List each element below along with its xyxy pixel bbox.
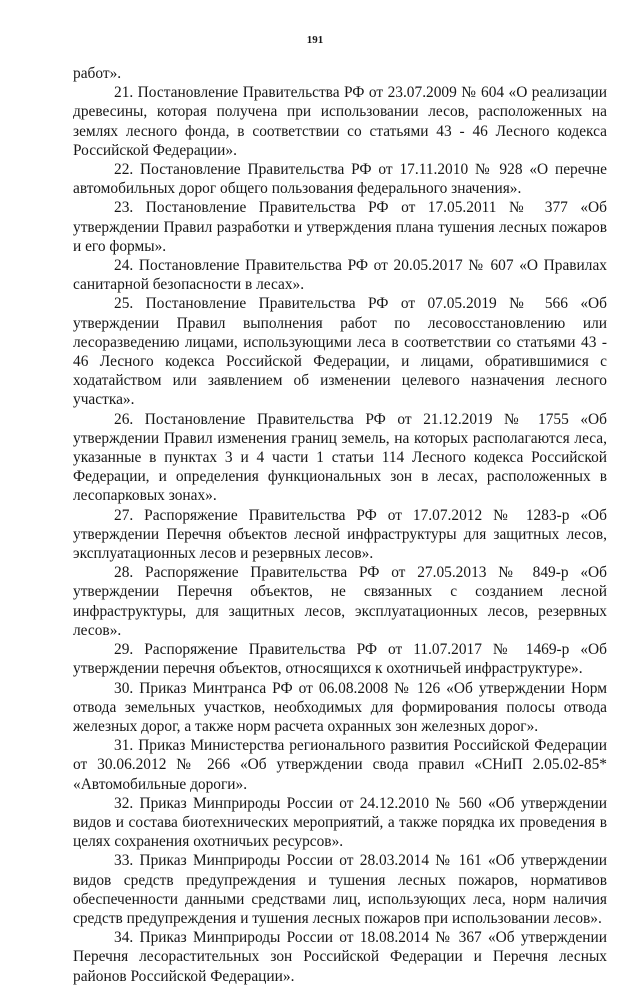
list-item-21: 21. Постановление Правительства РФ от 23.07.2009 № 604 «О реализации древесины, которая получена при использовании лесов, расположенных на землях лесного фонда, в соответствии со статьями 43 - 46 Лесного кодекса Российской Федерации». bbox=[73, 84, 607, 159]
list-item-28: 28. Распоряжение Правительства РФ от 27.05.2013 № 849-р «Об утверждении Перечня объектов, не связанных с созданием лесной инфраструктуры, для защитных лесов, эксплуатационных лесов, резервных лесов». bbox=[73, 564, 607, 639]
list-item-33: 33. Приказ Минприроды России от 28.03.2014 № 161 «Об утверждении видов средств предупреждения и тушения лесных пожаров, нормативов обеспеченности данными средствами лиц, использующих леса, норм наличия средств предупреждения и тушения лесных пожаров при использовании лесов». bbox=[73, 852, 607, 927]
list-item-32: 32. Приказ Минприроды России от 24.12.2010 № 560 «Об утверждении видов и состава биотехнических мероприятий, а также порядка их проведения в целях сохранения охотничьих ресурсов». bbox=[73, 794, 607, 851]
list-item-29: 29. Распоряжение Правительства РФ от 11.07.2017 № 1469-р «Об утверждении перечня объектов, относящихся к охотничьей инфраструктуре». bbox=[73, 641, 607, 678]
page-number: 191 bbox=[306, 34, 324, 46]
list-item-34: 34. Приказ Минприроды России от 18.08.2014 № 367 «Об утверждении Перечня лесорастительных зон Российской Федерации и Перечня лесных районов Российской Федерации». bbox=[73, 929, 607, 985]
document-body bbox=[73, 64, 607, 986]
list-item-23: 23. Постановление Правительства РФ от 17.05.2011 № 377 «Об утверждении Правил разработки и утверждения плана тушения лесных пожаров и его формы». bbox=[73, 199, 607, 255]
list-item-22: 22. Постановление Правительства РФ от 17.11.2010 № 928 «О перечне автомобильных дорог общего пользования федерального значения». bbox=[73, 161, 607, 198]
list-item-26: 26. Постановление Правительства РФ от 21.12.2019 № 1755 «Об утверждении Правил изменения границ земель, на которых располагаются леса, указанные в пунктах 3 и 4 части 1 статьи 114 Лесного кодекса Российской Федерации, и определения функциональных зон в лесах, расположенных в лесопарковых зонах». bbox=[73, 410, 607, 505]
list-item-30: 30. Приказ Минтранса РФ от 06.08.2008 № 126 «Об утверждении Норм отвода земельных участков, необходимых для формирования полосы отвода железных дорог, а также норм расчета охранных зон железных дорог». bbox=[73, 679, 607, 735]
list-item-25: 25. Постановление Правительства РФ от 07.05.2019 № 566 «Об утверждении Правил выполнения работ по лесовосстановлению или лесоразведению лицами, использующими леса в соответствии со статьями 43 - 46 Лесного кодекса Российской Федерации, и лицами, обратившимися с ходатайством или заявлением об изменении целевого назначения лесного участка». bbox=[73, 295, 607, 409]
continuation-line: работ». bbox=[73, 65, 122, 82]
list-item-27: 27. Распоряжение Правительства РФ от 17.07.2012 № 1283-р «Об утверждении Перечня объектов лесной инфраструктуры для защитных лесов, эксплуатационных лесов и резервных лесов». bbox=[73, 506, 607, 563]
list-item-24: 24. Постановление Правительства РФ от 20.05.2017 № 607 «О Правилах санитарной безопасности в лесах». bbox=[73, 257, 607, 294]
list-item-31: 31. Приказ Министерства регионального развития Российской Федерации от 30.06.2012 № 266 «Об утверждении свода правил «СНиП 2.05.02-85* «Автомобильные дороги». bbox=[73, 737, 607, 793]
